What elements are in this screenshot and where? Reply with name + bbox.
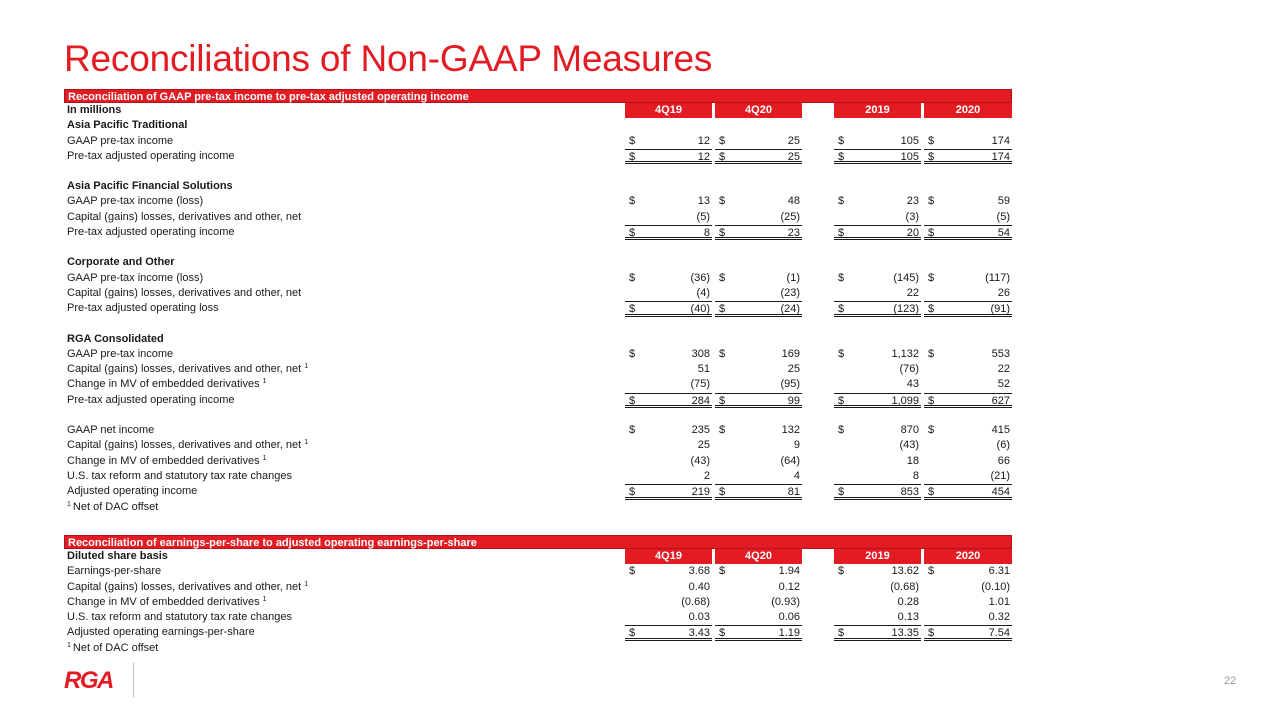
period-header: 4Q20 bbox=[715, 549, 802, 564]
table-row: GAAP pre-tax income $ 308 $ 169 $ 1,132 $ 553 bbox=[67, 347, 1010, 360]
table-row: Capital (gains) losses, derivatives and other, net $^1$ 25 9 (43) (6) bbox=[67, 439, 1010, 452]
pretax-reconciliation-table bbox=[64, 89, 1012, 515]
period-header: 2019 bbox=[834, 549, 921, 564]
table-total-row: Pre-tax adjusted operating income $ 284 $ 99 $ 1,099 $ 627 bbox=[67, 393, 1010, 407]
table-row: GAAP pre-tax income $ 12 $ 25 $ 105 $ 174 bbox=[67, 134, 1010, 147]
table-total-row: Pre-tax adjusted operating loss $ (40) $ (24) $ (123) $ (91) bbox=[67, 302, 1010, 316]
table-row: Capital (gains) losses, derivatives and other, net (4) (23) 22 26 bbox=[67, 286, 1010, 299]
table-banner: Reconciliation of earnings-per-share to adjusted operating earnings-per-share bbox=[64, 535, 1012, 549]
table-row: Change in MV of embedded derivatives $^1$ (0.68) (0.93) 0.28 1.01 bbox=[67, 595, 1010, 608]
period-header: 2020 bbox=[924, 103, 1012, 118]
section-header: Asia Pacific Financial Solutions bbox=[67, 180, 233, 193]
table-row: Capital (gains) losses, derivatives and other, net $^1$ 51 25 (76) 22 bbox=[67, 363, 1010, 376]
table-row: Change in MV of embedded derivatives $^1$ (75) (95) 43 52 bbox=[67, 378, 1010, 391]
eps-reconciliation-table bbox=[64, 535, 1012, 656]
page-title: Reconciliations of Non-GAAP Measures bbox=[64, 38, 713, 79]
table-row: GAAP net income $ 235 $ 132 $ 870 $ 415 bbox=[67, 424, 1010, 437]
table-row: U.S. tax reform and statutory tax rate changes 0.03 0.06 0.13 0.32 bbox=[67, 611, 1010, 624]
footnote: $^1$ Net of DAC offset bbox=[67, 641, 159, 654]
table-row: Capital (gains) losses, derivatives and other, net $^1$ 0.40 0.12 (0.68) (0.10) bbox=[67, 580, 1010, 593]
table-total-row: Adjusted operating earnings-per-share $ 3.43 $ 1.19 $ 13.35 $ 7.54 bbox=[67, 626, 1010, 640]
table-header-row bbox=[64, 549, 1012, 564]
period-header: 2019 bbox=[834, 103, 921, 118]
table-row: Change in MV of embedded derivatives $^1$ (43) (64) 18 66 bbox=[67, 454, 1010, 467]
table-row: U.S. tax reform and statutory tax rate changes 2 4 8 (21) bbox=[67, 469, 1010, 482]
logo-divider bbox=[133, 663, 134, 697]
period-header: 4Q19 bbox=[625, 549, 712, 564]
rga-logo: RGA bbox=[64, 667, 113, 694]
table-row: GAAP pre-tax income (loss) $ 13 $ 48 $ 23 $ 59 bbox=[67, 195, 1010, 208]
section-header: Corporate and Other bbox=[67, 256, 175, 269]
period-header: 4Q19 bbox=[625, 103, 712, 118]
period-header: 4Q20 bbox=[715, 103, 802, 118]
table-row: GAAP pre-tax income (loss) $ (36) $ (1) $ (145) $ (117) bbox=[67, 271, 1010, 284]
table-row: Earnings-per-share $ 3.68 $ 1.94 $ 13.62 $ 6.31 bbox=[67, 565, 1010, 578]
units-label: Diluted share basis bbox=[67, 550, 168, 562]
table-total-row: Pre-tax adjusted operating income $ 8 $ 23 $ 20 $ 54 bbox=[67, 226, 1010, 240]
page-number: 22 bbox=[1224, 675, 1237, 687]
section-header: Asia Pacific Traditional bbox=[67, 119, 188, 132]
table-total-row: Adjusted operating income $ 219 $ 81 $ 853 $ 454 bbox=[67, 485, 1010, 499]
table-row: Capital (gains) losses, derivatives and other, net (5) (25) (3) (5) bbox=[67, 210, 1010, 223]
table-banner: Reconciliation of GAAP pre-tax income to pre-tax adjusted operating income bbox=[64, 89, 1012, 103]
units-label: In millions bbox=[67, 104, 122, 116]
period-header: 2020 bbox=[924, 549, 1012, 564]
table-header-row bbox=[64, 103, 1012, 118]
footnote: $^1$ Net of DAC offset bbox=[67, 500, 159, 513]
section-header: RGA Consolidated bbox=[67, 332, 164, 345]
table-total-row: Pre-tax adjusted operating income $ 12 $ 25 $ 105 $ 174 bbox=[67, 149, 1010, 163]
